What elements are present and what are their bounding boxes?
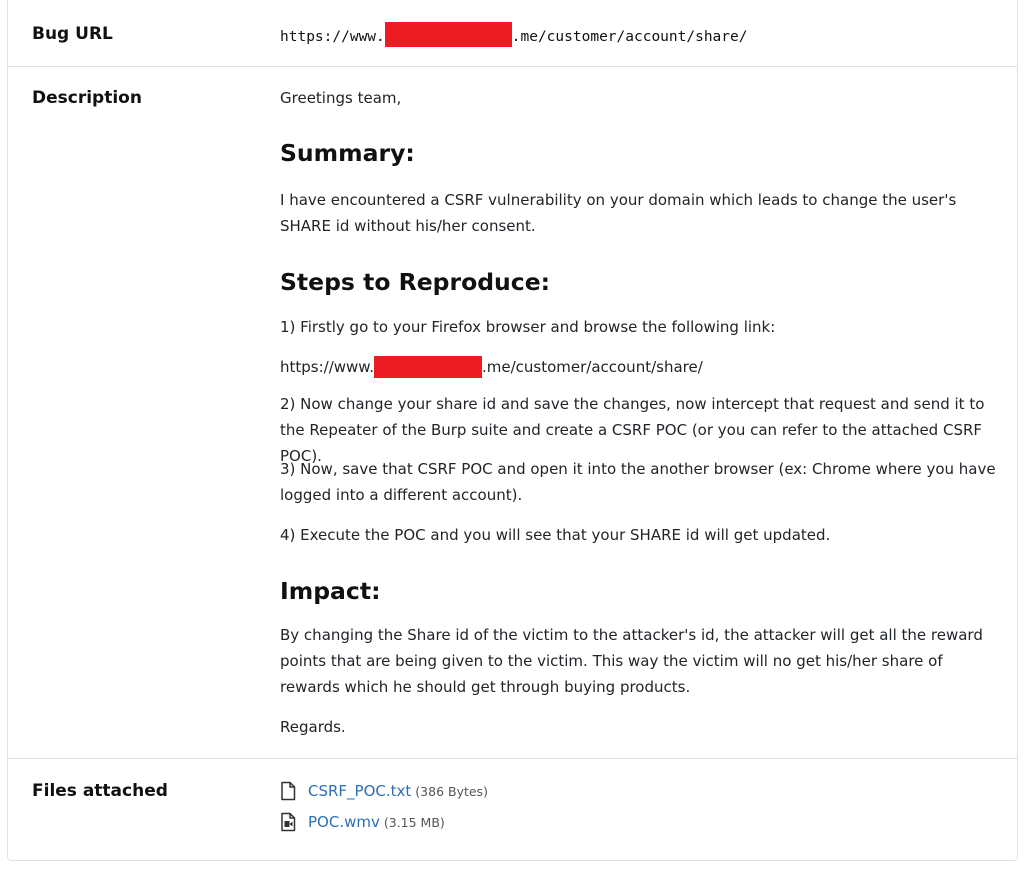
video-file-icon <box>280 812 296 832</box>
description-label: Description <box>32 88 142 108</box>
steps-heading: Steps to Reproduce: <box>280 268 551 296</box>
redaction-box <box>385 22 512 47</box>
regards-text: Regards. <box>280 718 346 736</box>
text-file-icon <box>280 781 296 801</box>
files-label: Files attached <box>32 781 168 801</box>
bug-url-row <box>8 0 1017 67</box>
greeting-text: Greetings team, <box>280 89 402 107</box>
bug-url-value <box>280 26 747 47</box>
bug-url-prefix: https://www. <box>280 28 385 45</box>
attachment-name[interactable]: POC.wmv <box>308 813 380 831</box>
attachment-name[interactable]: CSRF_POC.txt <box>308 782 412 800</box>
attachment-size: (3.15 MB) <box>383 814 445 830</box>
attachment-item[interactable] <box>280 781 488 801</box>
target-link <box>280 354 1000 380</box>
bug-url-suffix: .me/customer/account/share/ <box>511 28 748 45</box>
step-1-text: 1) Firstly go to your Firefox browser and browse the following link: <box>280 318 776 336</box>
target-link-prefix: https://www. <box>280 358 374 376</box>
impact-text: By changing the Share id of the victim to the attacker's id, the attacker will get all the reward points that are being given to the victim. This way the victim will no get his/her share of rewards which he should get through buying products. <box>280 626 983 696</box>
report-panel <box>7 0 1018 861</box>
impact-heading: Impact: <box>280 577 381 605</box>
redaction-box <box>374 356 482 378</box>
step-3-text: 3) Now, save that CSRF POC and open it into the another browser (ex: Chrome where you have logged into a different account). <box>280 460 996 504</box>
bug-url-label: Bug URL <box>32 24 113 44</box>
summary-text: I have encountered a CSRF vulnerability on your domain which leads to change the user's SHARE id without his/her consent. <box>280 191 957 235</box>
description-row <box>8 66 1017 759</box>
summary-heading: Summary: <box>280 139 415 167</box>
attachment-size: (386 Bytes) <box>415 783 488 799</box>
step-4-text: 4) Execute the POC and you will see that your SHARE id will get updated. <box>280 526 831 544</box>
target-link-suffix: .me/customer/account/share/ <box>481 358 703 376</box>
files-row <box>8 759 1017 855</box>
attachment-item[interactable] <box>280 812 445 832</box>
step-2-text: 2) Now change your share id and save the changes, now intercept that request and send it to the Repeater of the Burp suite and create a CSRF POC (or you can refer to the attached CSRF POC). <box>280 395 985 465</box>
